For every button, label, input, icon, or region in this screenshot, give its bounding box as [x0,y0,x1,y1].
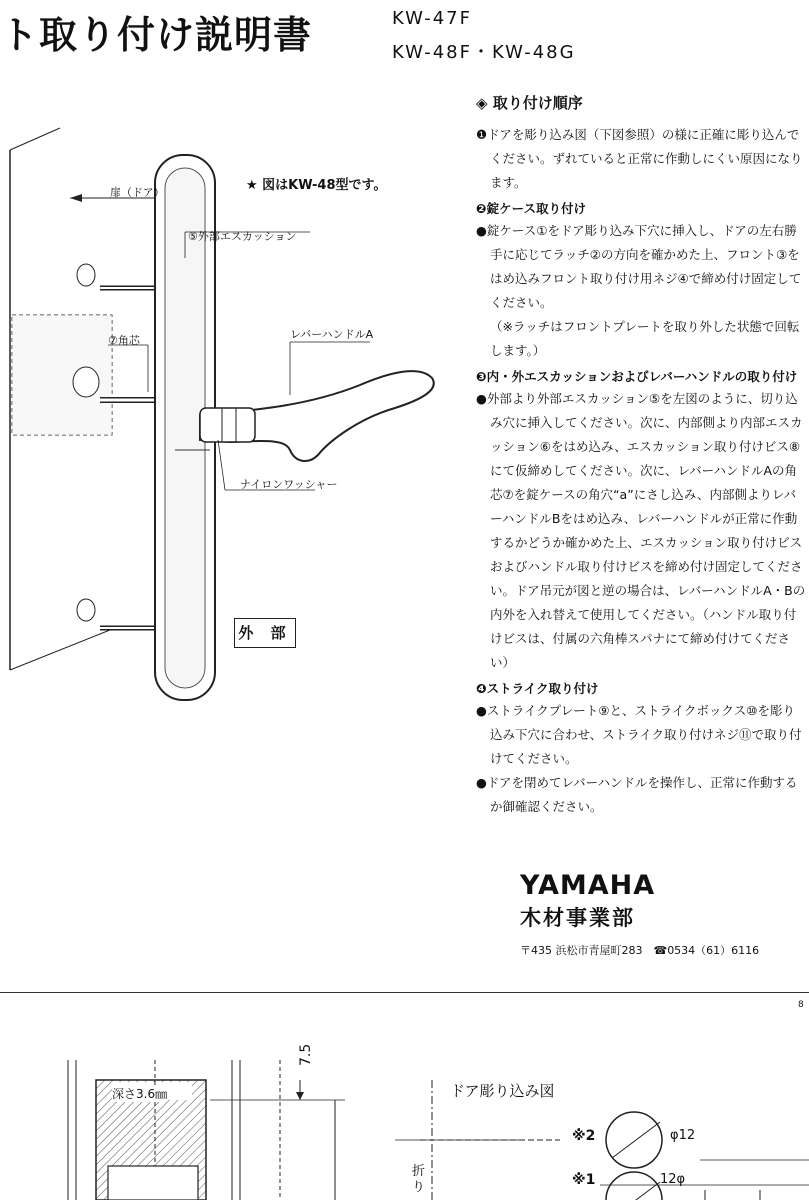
bore-hole-bottom [606,1172,662,1200]
dim-top: 7.5 [298,1043,314,1066]
mark-1: ※1 [572,1172,596,1188]
mark-2: ※2 [572,1128,596,1144]
spindle-label: ⑦角芯 [108,334,140,347]
lever-label: レバーハンドルA [290,328,374,341]
depth-label: 深さ3.6㎜ [112,1087,168,1101]
model-number-2: KW-48F・KW-48G [392,42,576,63]
step-4-title: ❹ストライク取り付け [476,681,599,696]
diameter-top: φ12 [670,1128,696,1143]
brand-logo: YAMAHA [520,870,656,901]
department-name: 木材事業部 [520,906,635,930]
diameter-bottom: 12φ [660,1172,686,1187]
step-2-title: ❷錠ケース取り付け [476,201,586,216]
door-label: 扉（ドア） [110,186,165,199]
screw-hole-top [77,264,95,286]
page-number: 8 [798,1000,804,1010]
fold-label: 折り [412,1164,426,1195]
step-1-text: ❶ドアを彫り込み図（下図参照）の様に正確に彫り込んでください。ずれていると正常に作動しにくい原因になります。 [476,127,803,190]
step-3-title: ❸内・外エスカッションおよびレバーハンドルの取り付け [476,369,798,384]
escutcheon-label: ⑤外部エスカッション [188,230,297,243]
model-number-1: KW-47F [392,8,472,29]
cutout-title: ドア彫り込み図 [450,1082,555,1100]
instructions-heading: ◈ 取り付け順序 [476,94,583,112]
cutout-diagram [0,1040,809,1200]
step-4-text: ●ストライクプレート⑨と、ストライクボックス⑩を彫り込み下穴に合わせ、ストライク取り付けネジ⑪で取り付けてください。 [476,703,802,766]
outside-label: 外 部 [234,618,296,648]
diamond-icon: ◈ [476,94,488,112]
step-3-text: ●外部より外部エスカッション⑤を左図のように、切り込み穴に挿入してください。次に、内部側より内部エスカッション⑥をはめ込み、エスカッション取り付けビス⑧にて仮締めしてください。次に、レバーハンドルAの角芯⑦を錠ケースの角穴“a”にさし込み、内部側よりレバーハンドルBをはめ込み、レバーハンドルが正常に作動するかどうか確かめた上、エスカッション取り付けビスおよびハンドル取り付けビスを締め付け固定してください。ドア吊元が図と逆の場合は、レバーハンドルA・Bの内外を入れ替えて使用してください。（ハンドル取り付けビスは、付属の六角棒スパナにて締め付けてください） [476,391,806,670]
spindle-hole [73,367,99,397]
step-2-note: （※ラッチはフロントプレートを取り外した状態で回転します。） [490,319,800,358]
page-divider [0,992,809,993]
instructions [476,92,806,819]
step-2-text: ●錠ケース①をドア彫り込み下穴に挿入し、ドアの左右勝手に応じてラッチ②の方向を確かめた上、フロント③をはめ込みフロント取り付け用ネジ④で締め付け固定してください。 [476,223,802,310]
washer-label: ナイロンワッシャー [240,478,338,491]
figure-note: ★ 図はKW-48型です。 [246,178,387,193]
screw-hole-bottom [77,599,95,621]
bore-hole-top [606,1112,662,1168]
page-title: ト取り付け説明書 [0,13,313,57]
address: 〒435 浜松市青屋町283 ☎0534（61）6116 [520,944,760,957]
step-4-check: ●ドアを閉めてレバーハンドルを操作し、正常に作動するか御確認ください。 [476,775,798,814]
